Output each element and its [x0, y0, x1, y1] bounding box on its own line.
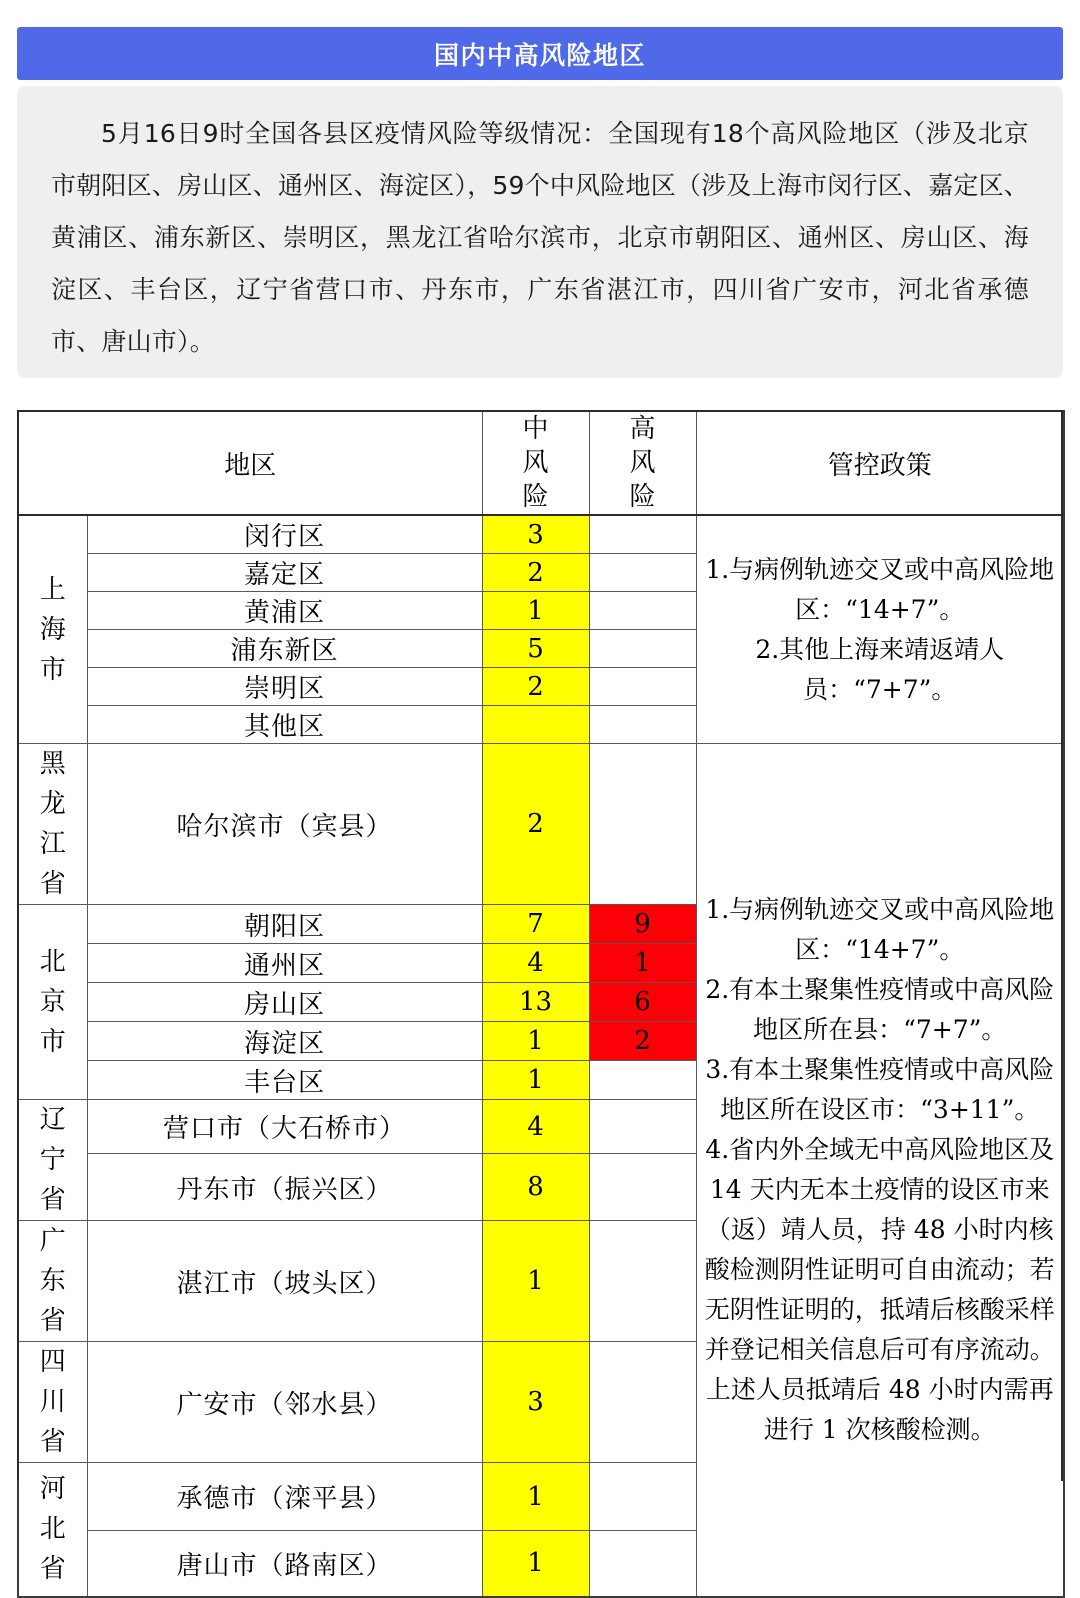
policy-line: 3.有本土聚集性疫情或中高风险地区所在设区市：“3+11”。	[705, 1054, 1055, 1124]
medium-risk-count-cell: 8	[482, 1154, 589, 1221]
table-row	[18, 744, 1064, 905]
table-header-row	[18, 411, 1064, 515]
province-label: 北京市	[39, 947, 67, 1057]
province-label: 四川省	[39, 1347, 67, 1457]
high-risk-count-cell	[589, 1463, 696, 1531]
province-label: 黑龙江省	[39, 749, 67, 899]
high-risk-count-cell	[589, 630, 696, 668]
policy-line: 2.有本土聚集性疫情或中高风险地区所在县：“7+7”。	[705, 974, 1055, 1044]
policy-line: 4.省内外全域无中高风险地区及 14 天内无本土疫情的设区市来（返）靖人员，持 48 小时内核酸检测阴性证明可自由流动；若无阴性证明的，抵靖后核酸采样并登记相关信息后可有序流动。上述人员抵靖后 48 小时内需再进行 1 次核酸检测。	[704, 1134, 1055, 1444]
medium-risk-count-cell: 5	[482, 630, 589, 668]
high-risk-count-cell	[589, 1154, 696, 1221]
medium-risk-count-cell: 3	[482, 515, 589, 554]
province-cell	[18, 1100, 87, 1221]
policy-line: 2.其他上海来靖返靖人员：“7+7”。	[755, 634, 1005, 704]
medium-risk-count-cell: 1	[482, 592, 589, 630]
high-risk-count-cell	[589, 1061, 696, 1100]
medium-risk-count-cell: 1	[482, 1061, 589, 1100]
high-risk-count-cell	[589, 592, 696, 630]
summary-panel	[17, 86, 1063, 378]
medium-risk-count-cell: 1	[482, 1531, 589, 1597]
province-label: 河北省	[39, 1474, 67, 1585]
medium-risk-count-cell	[482, 706, 589, 744]
high-risk-count-cell	[589, 554, 696, 592]
area-cell: 黄浦区	[87, 592, 482, 630]
high-risk-count-cell: 1	[589, 944, 696, 983]
area-cell: 湛江市（坡头区）	[87, 1221, 482, 1342]
high-risk-count-cell	[589, 668, 696, 706]
column-header-medium-risk	[482, 411, 589, 515]
medium-risk-count-cell: 4	[482, 944, 589, 983]
province-cell	[18, 1342, 87, 1463]
province-cell	[18, 744, 87, 905]
policy-line: 1.与病例轨迹交叉或中高风险地区：“14+7”。	[705, 894, 1055, 964]
high-risk-count-cell	[589, 1221, 696, 1342]
high-risk-count-cell: 2	[589, 1022, 696, 1061]
medium-risk-count-cell: 1	[482, 1221, 589, 1342]
area-cell: 海淀区	[87, 1022, 482, 1061]
column-header-medium-risk-label: 中风险	[522, 414, 549, 512]
policy-other-cell	[696, 744, 1064, 1597]
area-cell: 丰台区	[87, 1061, 482, 1100]
area-cell: 哈尔滨市（宾县）	[87, 744, 482, 905]
medium-risk-count-cell: 7	[482, 905, 589, 944]
province-label: 上海市	[39, 574, 67, 685]
province-label: 辽宁省	[39, 1105, 67, 1215]
area-cell: 浦东新区	[87, 630, 482, 668]
table-body	[18, 515, 1064, 1597]
policy-shanghai-cell	[696, 515, 1064, 744]
area-cell: 营口市（大石桥市）	[87, 1100, 482, 1154]
column-header-area: 地区	[18, 411, 482, 515]
column-header-high-risk-label: 高风险	[629, 414, 656, 512]
area-cell: 其他区	[87, 706, 482, 744]
column-header-high-risk	[589, 411, 696, 515]
area-cell: 广安市（邻水县）	[87, 1342, 482, 1463]
summary-text: 5月16日9时全国各县区疫情风险等级情况：全国现有18个高风险地区（涉及北京市朝阳区、房山区、通州区、海淀区），59个中风险地区（涉及上海市闵行区、嘉定区、黄浦区、浦东新区、崇明区，黑龙江省哈尔滨市，北京市朝阳区、通州区、房山区、海淀区、丰台区，辽宁省营口市、丹东市，广东省湛江市，四川省广安市，河北省承德市、唐山市）。	[51, 119, 1029, 356]
medium-risk-count-cell: 2	[482, 744, 589, 905]
high-risk-count-cell	[589, 1342, 696, 1463]
area-cell: 丹东市（振兴区）	[87, 1154, 482, 1221]
province-cell	[18, 1221, 87, 1342]
area-cell: 房山区	[87, 983, 482, 1022]
column-header-policy: 管控政策	[696, 411, 1064, 515]
area-cell: 朝阳区	[87, 905, 482, 944]
medium-risk-count-cell: 3	[482, 1342, 589, 1463]
risk-region-table	[17, 410, 1065, 1598]
province-cell	[18, 1463, 87, 1597]
page-banner	[17, 27, 1063, 80]
medium-risk-count-cell: 2	[482, 668, 589, 706]
medium-risk-count-cell: 13	[482, 983, 589, 1022]
area-cell: 嘉定区	[87, 554, 482, 592]
high-risk-count-cell	[589, 515, 696, 554]
high-risk-count-cell: 6	[589, 983, 696, 1022]
province-cell	[18, 515, 87, 744]
medium-risk-count-cell: 4	[482, 1100, 589, 1154]
medium-risk-count-cell: 1	[482, 1022, 589, 1061]
high-risk-count-cell	[589, 1531, 696, 1597]
medium-risk-count-cell: 2	[482, 554, 589, 592]
high-risk-count-cell	[589, 1100, 696, 1154]
area-cell: 崇明区	[87, 668, 482, 706]
table-row	[18, 515, 1064, 554]
province-cell	[18, 905, 87, 1100]
high-risk-count-cell	[589, 706, 696, 744]
policy-line: 1.与病例轨迹交叉或中高风险地区：“14+7”。	[705, 554, 1055, 624]
area-cell: 唐山市（路南区）	[87, 1531, 482, 1597]
area-cell: 承德市（滦平县）	[87, 1463, 482, 1531]
high-risk-count-cell: 9	[589, 905, 696, 944]
high-risk-count-cell	[589, 744, 696, 905]
area-cell: 通州区	[87, 944, 482, 983]
province-label: 广东省	[39, 1226, 67, 1336]
page-title: 国内中高风险地区	[433, 40, 646, 70]
area-cell: 闵行区	[87, 515, 482, 554]
medium-risk-count-cell: 1	[482, 1463, 589, 1531]
